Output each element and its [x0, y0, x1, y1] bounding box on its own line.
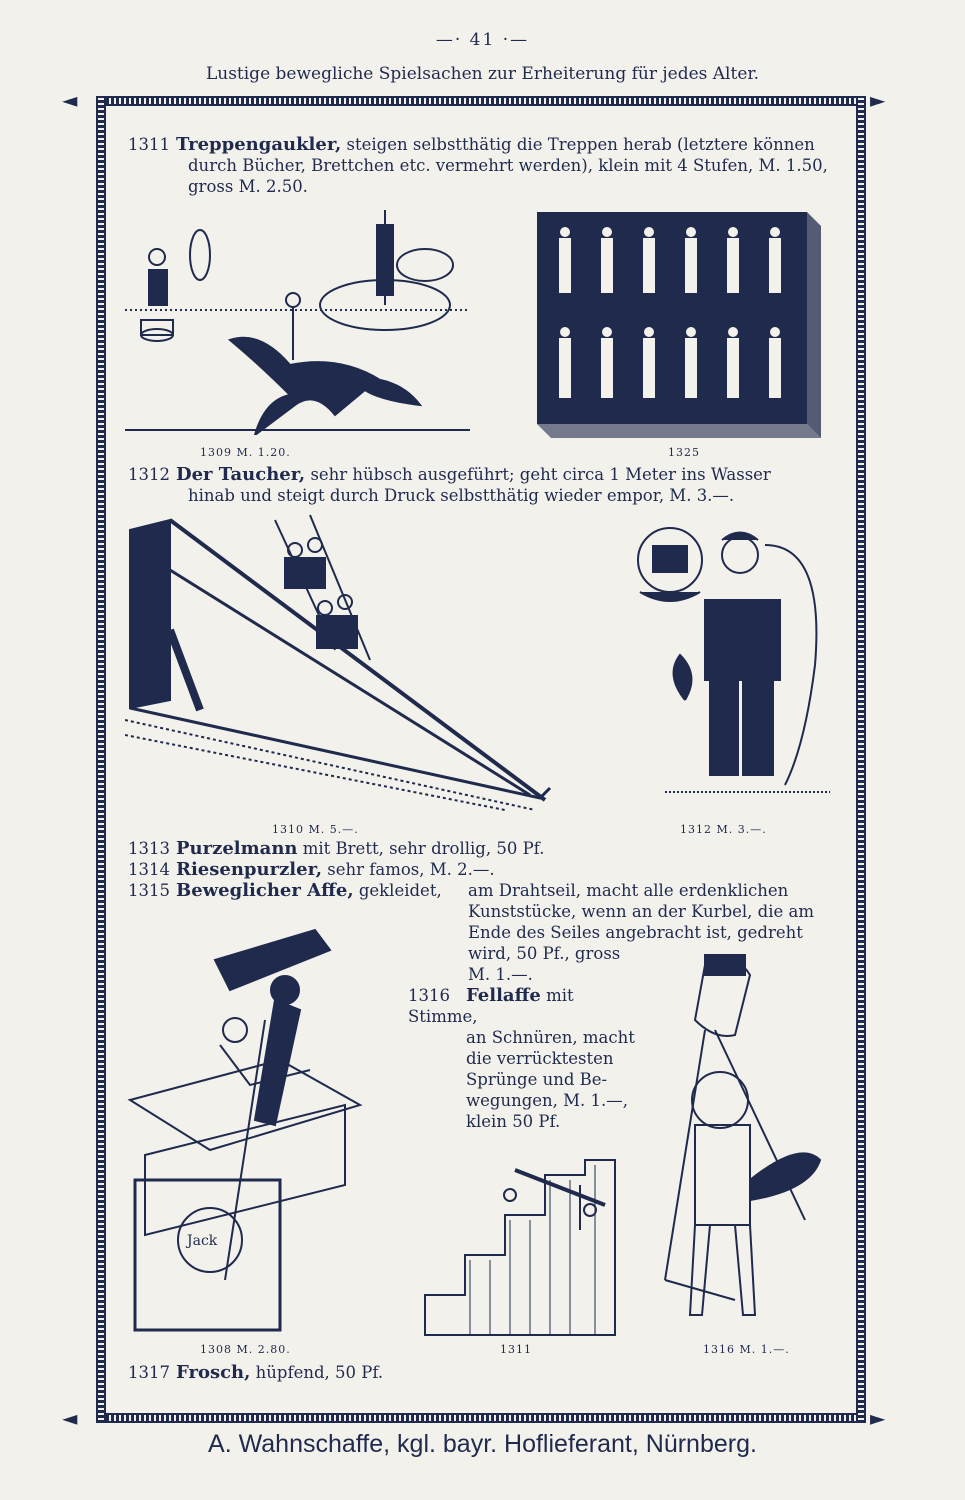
entry-name: Riesenpurzler, — [176, 859, 323, 880]
illustration-1312-diver — [625, 520, 840, 810]
caption-1308: 1308 M. 2.80. — [200, 1343, 291, 1356]
entry-number: 1314 — [128, 860, 170, 879]
right-arrow-ornament-top: ► — [870, 88, 886, 112]
entry-text: steigen selbstthätig die Treppen herab (letztere können — [346, 135, 815, 154]
publisher-footer: A. Wahnschaffe, kgl. bayr. Hoflieferant, Nürnberg. — [208, 1430, 757, 1458]
entry-text: sehr famos, M. 2.—. — [327, 860, 495, 879]
left-arrow-ornament-top: ◄ — [62, 88, 78, 112]
entry-text-line: klein 50 Pf. — [466, 1112, 561, 1131]
entry-text: sehr hübsch ausgeführt; geht circa 1 Meter ins Wasser — [310, 465, 771, 484]
entry-number: 1315 — [128, 881, 170, 900]
entry-text-line: wird, 50 Pf., gross — [468, 944, 621, 963]
entry-1311 — [128, 134, 848, 197]
entry-text-line: an Schnüren, macht — [466, 1028, 635, 1047]
entry-1317 — [128, 1362, 848, 1383]
illustration-1310-ramp-acrobats — [125, 510, 555, 815]
entry-text-line: gross M. 2.50. — [188, 177, 308, 196]
frame-right-border — [856, 96, 866, 1423]
entry-number: 1312 — [128, 465, 170, 484]
entry-name: Frosch, — [176, 1362, 251, 1383]
right-arrow-ornament-bottom: ► — [870, 1406, 886, 1430]
page-subtitle: Lustige bewegliche Spielsachen zur Erheiterung für jedes Alter. — [205, 64, 760, 84]
left-arrow-ornament-bottom: ◄ — [62, 1406, 78, 1430]
entry-text-line: Kunststücke, wenn an der Kurbel, die am — [468, 902, 814, 921]
entry-1313 — [128, 838, 848, 859]
entry-text-line: hinab und steigt durch Druck selbstthätig wieder empor, M. 3.—. — [188, 486, 735, 505]
entry-name: Fellaffe — [466, 985, 541, 1006]
frame-bottom-border — [96, 1413, 866, 1423]
entry-name: Der Taucher, — [176, 464, 306, 485]
entry-text-line: die verrücktesten — [466, 1049, 614, 1068]
entry-number: 1317 — [128, 1363, 170, 1382]
frame-left-border — [96, 96, 106, 1423]
caption-1310: 1310 M. 5.—. — [272, 823, 359, 836]
entry-1316 — [408, 985, 648, 1132]
caption-1312: 1312 M. 3.—. — [680, 823, 767, 836]
entry-number: 1311 — [128, 135, 170, 154]
entry-text-line: durch Bücher, Brettchen etc. vermehrt werden), klein mit 4 Stufen, M. 1.50, — [188, 156, 828, 175]
entry-text: gekleidet, — [358, 881, 442, 900]
illustration-1325-figure-box — [535, 210, 825, 440]
illustration-1309-circus-carousel — [125, 200, 470, 435]
entry-text: hüpfend, 50 Pf. — [255, 1363, 384, 1382]
entry-name: Purzelmann — [176, 838, 298, 859]
entry-1314 — [128, 859, 848, 880]
entry-text-line: M. 1.—. — [468, 965, 533, 984]
caption-1311: 1311 — [500, 1343, 532, 1356]
illustration-1308-tumbler-box — [125, 920, 395, 1340]
page-number: —· 41 ·— — [435, 30, 530, 50]
frame-top-border — [96, 96, 866, 106]
entry-text: mit Stimme, — [408, 986, 574, 1026]
entry-text-line: wegungen, M. 1.—, — [466, 1091, 629, 1110]
illustration-1316-fur-monkey — [645, 950, 835, 1340]
box-lid-lettering: Jack — [187, 1233, 218, 1249]
entry-1312 — [128, 464, 848, 506]
entry-text-line: am Drahtseil, macht alle erdenklichen — [468, 881, 789, 900]
caption-1316: 1316 M. 1.—. — [703, 1343, 790, 1356]
entry-number: 1316 — [408, 986, 450, 1005]
entry-text-line: Ende des Seiles angebracht ist, gedreht — [468, 923, 803, 942]
entry-name: Treppengaukler, — [176, 134, 342, 155]
entry-text-line: Sprünge und Be- — [466, 1070, 608, 1089]
illustration-1311-stair-tumbler — [410, 1150, 625, 1340]
entry-text: mit Brett, sehr drollig, 50 Pf. — [302, 839, 545, 858]
caption-1309: 1309 M. 1.20. — [200, 446, 291, 459]
entry-number: 1313 — [128, 839, 170, 858]
entry-name: Beweglicher Affe, — [176, 880, 354, 901]
caption-1325: 1325 — [668, 446, 700, 459]
